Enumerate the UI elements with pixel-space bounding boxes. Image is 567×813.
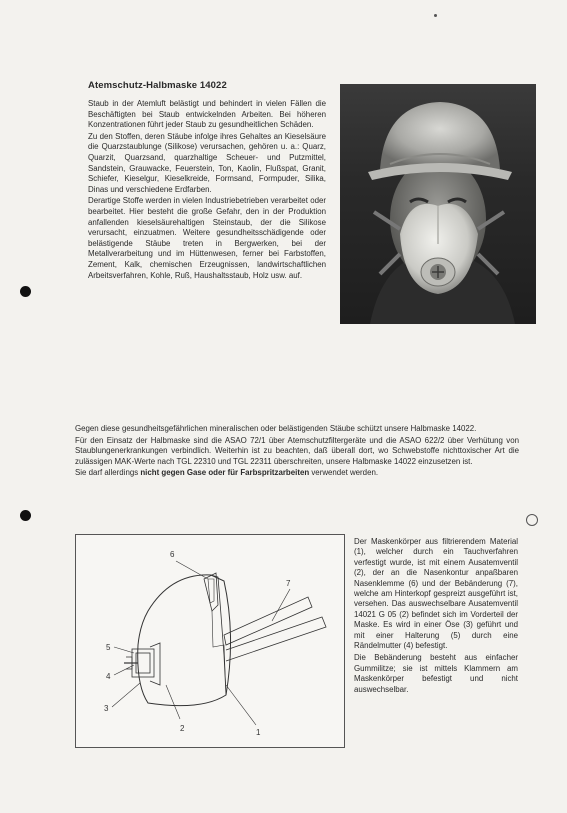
figure-label-5: 5 (106, 643, 111, 652)
intro-text (88, 99, 326, 282)
mask-photo-illustration (340, 84, 536, 324)
figure-label-3: 3 (104, 704, 109, 713)
warning-bold: nicht gegen Gase oder für Farbspritzarbeiten (140, 468, 310, 478)
caption-paragraph: Die Bebänderung besteht aus einfacher Gummilitze; sie ist mittels Klammern am Maskenkörper befestigt und nicht auswechselbar. (354, 653, 518, 694)
diagram-caption (354, 537, 518, 697)
caption-paragraph: Der Maskenkörper aus filtrierendem Material (1), welcher durch ein Tauchverfahren verfestigt wurde, ist mit einem Ausatemventil (2), der an die Nasenkontur anpaßbaren Nasenklemme (6) und der Bebänderung (7), welche am Hinterkopf gespreizt ausgeführt ist, versehen. Das auswechselbare Ausatemventil 14021 G 05 (2) befindet sich im Vorderteil der Maske. Es wird in einer Öse (3) geführt und mit einer Halterung (5) durch eine Rändelmutter (4) befestigt. (354, 537, 518, 651)
punch-hole-top (20, 286, 31, 297)
figure-label-4: 4 (106, 672, 111, 681)
intro-paragraph: Derartige Stoffe werden in vielen Industriebetrieben verarbeitet oder bearbeitet. Hier besteht die große Gefahr, den in der Produktion anfallenden kieselsäurehaltigen Steinstaub, der die Silikose verursacht, einzuatmen. Weitere gesundheitsschädigende oder belästigende Stäube treten in Bergwerken, bei der Metallverarbeitung und im Hüttenwesen, ferner bei Farbstoffen, Zement, Kalk, chemischen Erzeugnissen, landwirtschaftlichen Arbeitsverfahren, Kohle, Ruß, Haushaltsstaub, Holz usw. auf. (88, 196, 326, 280)
mask-photo (340, 84, 536, 324)
ring-mark (526, 514, 538, 526)
mask-diagram (76, 535, 344, 747)
intro-paragraph: Zu den Stoffen, deren Stäube infolge ihres Gehaltes an Kieselsäure die Quarzstaublunge (Silikose) verursachen, gehören u. a.: Quarz, Quarzit, Quarzsand, quarzhaltige Scheuer- und Putzmittel, Sandstein, Grauwacke, Feuerstein, Ton, Kaolin, Flußspat, Granit, Schiefer, Kieselgur, Kieselkreide, Formsand, Formpuder, Silika, Dinas und verschiedene Erdfarben. (88, 131, 326, 194)
figure-label-7: 7 (286, 579, 291, 588)
intro-paragraph: Staub in der Atemluft belästigt und behindert in vielen Fällen die Beschäftigten bei Staub entwickelnden Arbeiten. Bei höheren Konzentrationen führt jeder Staub zu gesundheitlichen Schäden. (88, 99, 326, 130)
dot-mark (434, 14, 437, 17)
warning-suffix: verwendet werden. (309, 468, 379, 478)
main-text (75, 424, 519, 480)
mask-diagram-box (75, 534, 345, 748)
figure-label-2: 2 (180, 724, 185, 733)
warning-sentence (75, 468, 519, 479)
page-title: Atemschutz-Halbmaske 14022 (88, 80, 227, 91)
mid-paragraph: Gegen diese gesundheitsgefährlichen mineralischen oder belästigenden Stäube schützt unsere Halbmaske 14022. (75, 424, 477, 433)
mid-paragraph: Für den Einsatz der Halbmaske sind die ASAO 72/1 über Atemschutzfiltergeräte und die ASAO 622/2 über Verhütung von Staublungenerkrankungen verbindlich. Weiterhin ist zu beachten, daß überall dort, wo Schwebstoffe nichttoxischer Art die zulässigen MAK-Werte nach TGL 22310 und TGL 22311 überschreiten, unsere Halbmaske 14022 einzusetzen ist. (75, 435, 519, 466)
figure-label-1: 1 (256, 728, 261, 737)
punch-hole-bottom (20, 510, 31, 521)
figure-label-6: 6 (170, 550, 175, 559)
warning-prefix: Sie darf allerdings (75, 468, 141, 478)
